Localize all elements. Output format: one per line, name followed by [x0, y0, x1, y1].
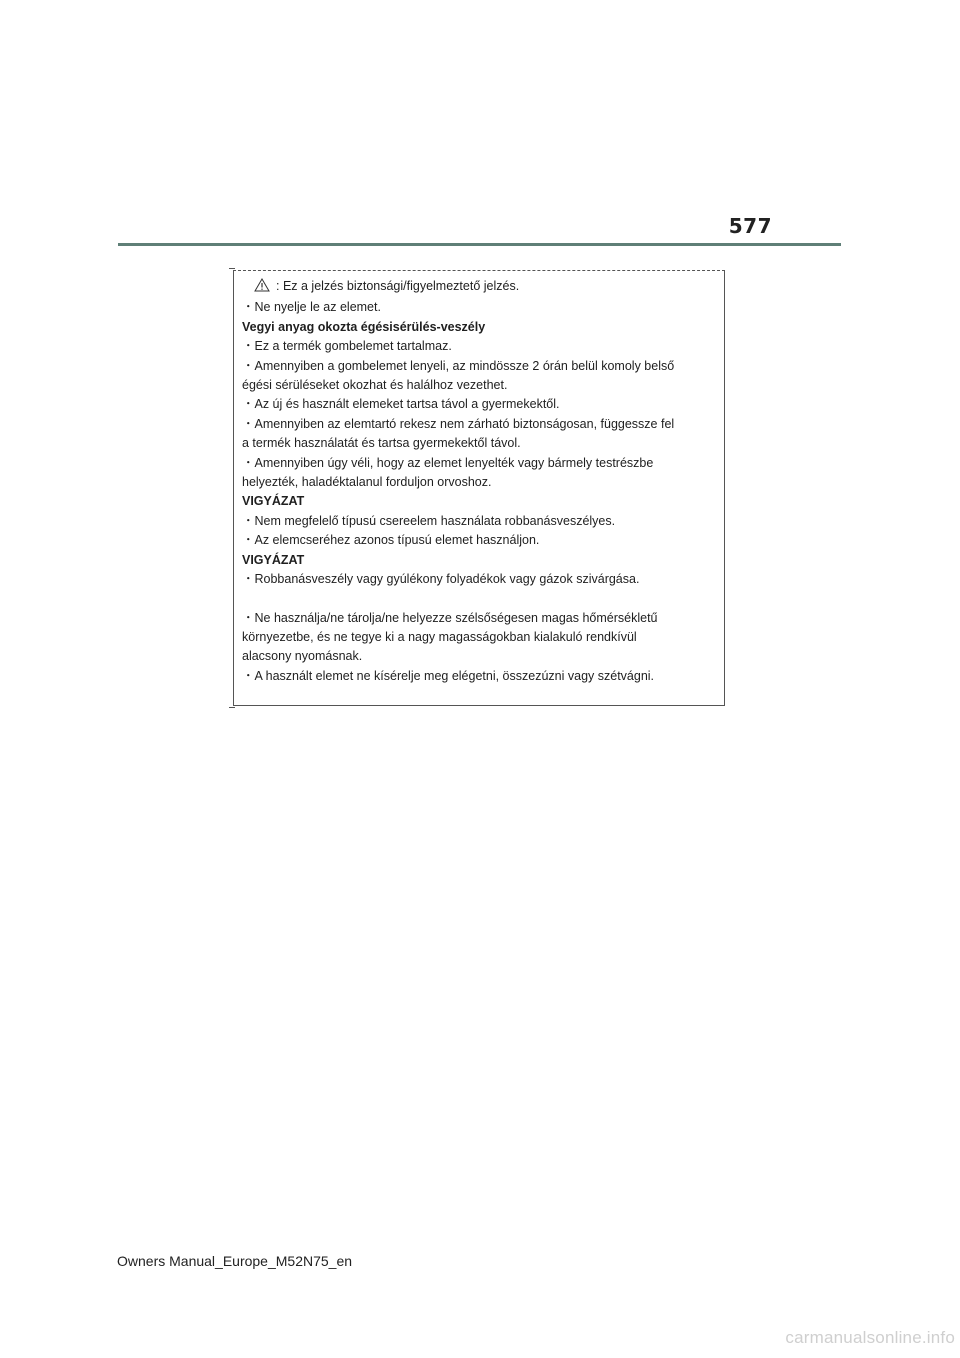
- symbol-explanation: [242, 277, 718, 298]
- notice-heading: Vegyi anyag okozta égésisérülés-veszély: [242, 319, 486, 334]
- page-number: 577: [728, 214, 772, 238]
- watermark: carmanualsonline.info: [785, 1328, 955, 1347]
- notice-line: égési sérüléseket okozhat és halálhoz vezethet.: [242, 378, 508, 393]
- warning-triangle-icon: [254, 278, 270, 298]
- notice-line: ・Amennyiben úgy véli, hogy az elemet lenyelték vagy bármely testrészbe: [242, 455, 654, 470]
- blank-line: [242, 590, 718, 609]
- notice-line: helyezték, haladéktalanul forduljon orvoshoz.: [242, 475, 492, 490]
- notice-line: ・Ne nyelje le az elemet.: [242, 300, 381, 315]
- notice-line: ・Ne használja/ne tárolja/ne helyezze szélsőségesen magas hőmérsékletű: [242, 610, 658, 625]
- symbol-explanation-text: : Ez a jelzés biztonsági/figyelmeztető jelzés.: [276, 279, 520, 293]
- notice-lines: [242, 298, 718, 686]
- notice-line: ・A használt elemet ne kísérelje meg elégetni, összezúzni vagy szétvágni.: [242, 668, 655, 683]
- header-rule: [118, 243, 841, 246]
- notice-line: ・Az elemcseréhez azonos típusú elemet használjon.: [242, 533, 540, 548]
- notice-line: alacsony nyomásnak.: [242, 649, 363, 664]
- notice-line: ・Amennyiben a gombelemet lenyeli, az mindössze 2 órán belül komoly belső: [242, 358, 675, 373]
- notice-line: ・Az új és használt elemeket tartsa távol a gyermekektől.: [242, 397, 560, 412]
- safety-notice-box: [233, 270, 725, 706]
- footer-manual-id: Owners Manual_Europe_M52N75_en: [117, 1253, 353, 1269]
- notice-line: ・Amennyiben az elemtartó rekesz nem zárható biztonságosan, függessze fel: [242, 416, 675, 431]
- notice-line: ・Nem megfelelő típusú csereelem használata robbanásveszélyes.: [242, 513, 616, 528]
- notice-content: [242, 277, 718, 686]
- notice-heading: VIGYÁZAT: [242, 494, 305, 509]
- notice-line: ・Robbanásveszély vagy gyúlékony folyadékok vagy gázok szivárgása.: [242, 572, 640, 587]
- notice-line: környezetbe, és ne tegye ki a nagy magasságokban kialakuló rendkívül: [242, 629, 637, 644]
- notice-line: a termék használatát és tartsa gyermekektől távol.: [242, 436, 521, 451]
- notice-heading: VIGYÁZAT: [242, 552, 305, 567]
- notice-line: ・Ez a termék gombelemet tartalmaz.: [242, 339, 452, 354]
